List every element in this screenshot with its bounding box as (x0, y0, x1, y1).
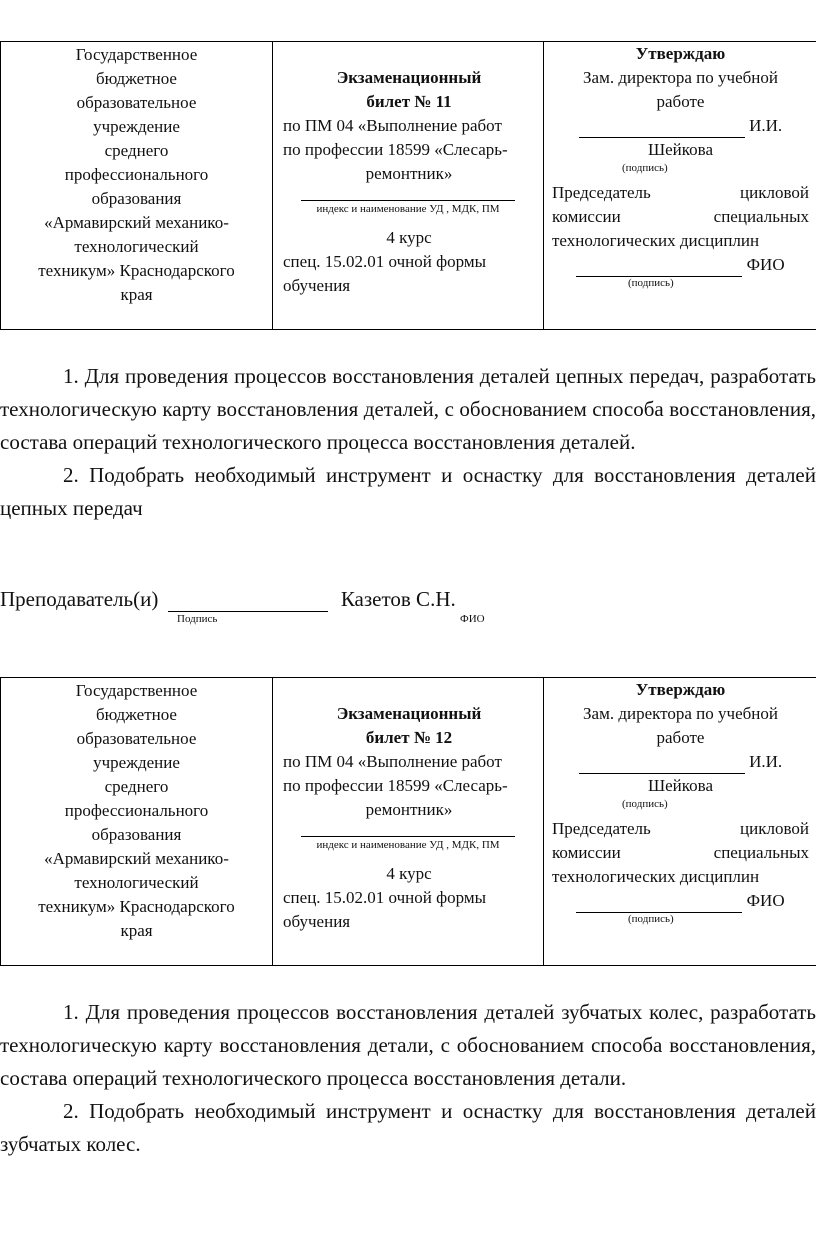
org-line: учреждение (93, 117, 180, 136)
approver-surname: Шейкова (647, 140, 714, 159)
org-line: бюджетное (96, 705, 177, 724)
module-line: ремонтник» (365, 164, 453, 183)
chair-word: Председатель (552, 819, 651, 838)
teacher-sign-caption: Подпись (177, 613, 218, 625)
signature-line (579, 117, 745, 138)
org-line: «Армавирский механико- (44, 849, 229, 868)
org-line: профессионального (64, 165, 209, 184)
signature-line (576, 892, 742, 913)
ticket-11-tasks (0, 360, 816, 525)
module-line: по профессии 18599 «Слесарь- (283, 776, 508, 795)
signature-line (579, 753, 745, 774)
organization-cell (1, 678, 273, 966)
org-line: образования (91, 189, 182, 208)
org-line: образовательное (76, 729, 197, 748)
approve-title: Утверждаю (635, 680, 726, 699)
ticket-number: билет № 12 (365, 728, 453, 747)
signature-caption: (подпись) (628, 913, 674, 925)
index-caption: индекс и наименование УД , МДК, ПМ (301, 200, 515, 216)
org-line: технологический (74, 237, 199, 256)
commission-word: специальных (713, 843, 809, 862)
task-item: 2. Подобрать необходимый инструмент и оснастку для восстановления деталей цепных передач (0, 463, 816, 520)
signature-line (576, 256, 742, 277)
study-form: обучения (283, 912, 351, 931)
commission-word: комиссии (552, 843, 621, 862)
approver-initials: И.И. (749, 116, 783, 135)
org-line: техникум» Краснодарского (38, 897, 235, 916)
module-line: по профессии 18599 «Слесарь- (283, 140, 508, 159)
org-line: края (120, 921, 153, 940)
org-line: профессионального (64, 801, 209, 820)
org-line: техникум» Краснодарского (38, 261, 235, 280)
org-line: образовательное (76, 93, 197, 112)
approval-cell (544, 42, 816, 330)
chair-word: цикловой (740, 819, 809, 838)
study-form: обучения (283, 276, 351, 295)
task-item: 1. Для проведения процессов восстановления деталей зубчатых колес, разработать технологическую карту восстановления детали, с обоснованием способа восстановления, состава операций технологического процесса восстановления детали. (0, 1000, 816, 1090)
teacher-label: Преподаватель(и) (0, 587, 159, 611)
fio-label: ФИО (746, 891, 785, 910)
commission-word: специальных (713, 207, 809, 226)
teacher-name: Казетов С.Н. (340, 587, 456, 611)
org-line: технологический (74, 873, 199, 892)
chair-word: цикловой (740, 183, 809, 202)
signature-caption: (подпись) (622, 162, 668, 174)
signature-caption: (подпись) (628, 277, 674, 289)
organization-cell (1, 42, 273, 330)
index-caption: индекс и наименование УД , МДК, ПМ (301, 836, 515, 852)
ticket-info-cell (273, 678, 544, 966)
teacher-fio-caption: ФИО (460, 613, 485, 625)
org-line: Государственное (75, 45, 198, 64)
ticket-number: билет № 11 (366, 92, 452, 111)
org-line: Государственное (75, 681, 198, 700)
approver-role: работе (656, 728, 705, 747)
approval-cell (544, 678, 816, 966)
approver-role: Зам. директора по учебной (583, 704, 778, 723)
commission-word: комиссии (552, 207, 621, 226)
chair-word: Председатель (552, 183, 651, 202)
specialty: спец. 15.02.01 очной формы (283, 252, 487, 271)
ticket-title: Экзаменационный (336, 68, 482, 87)
ticket-title: Экзаменационный (336, 704, 482, 723)
approver-role: Зам. директора по учебной (583, 68, 778, 87)
ticket-11-header-table (0, 41, 816, 330)
org-line: «Армавирский механико- (44, 213, 229, 232)
org-line: учреждение (93, 753, 180, 772)
approve-title: Утверждаю (635, 44, 726, 63)
approver-role: работе (656, 92, 705, 111)
org-line: образования (91, 825, 182, 844)
course: 4 курс (386, 864, 432, 883)
approver-surname: Шейкова (647, 776, 714, 795)
module-line: ремонтник» (365, 800, 453, 819)
signature-caption: (подпись) (622, 798, 668, 810)
teacher-signature-line (168, 589, 328, 612)
module-line: по ПМ 04 «Выполнение работ (283, 752, 502, 771)
ticket-12-tasks (0, 996, 816, 1161)
module-line: по ПМ 04 «Выполнение работ (283, 116, 502, 135)
org-line: среднего (104, 777, 169, 796)
ticket-12-header-table (0, 677, 816, 966)
approver-initials: И.И. (749, 752, 783, 771)
course: 4 курс (386, 228, 432, 247)
ticket-info-cell (273, 42, 544, 330)
teacher-line (0, 586, 456, 612)
org-line: края (120, 285, 153, 304)
disciplines: технологических дисциплин (552, 231, 760, 250)
task-item: 2. Подобрать необходимый инструмент и оснастку для восстановления деталей зубчатых колес. (0, 1099, 816, 1156)
org-line: бюджетное (96, 69, 177, 88)
specialty: спец. 15.02.01 очной формы (283, 888, 487, 907)
fio-label: ФИО (746, 255, 785, 274)
task-item: 1. Для проведения процессов восстановления деталей цепных передач, разработать технологическую карту восстановления деталей, с обоснованием способа восстановления, состава операций технологического процесса восстановления деталей. (0, 364, 816, 454)
disciplines: технологических дисциплин (552, 867, 760, 886)
org-line: среднего (104, 141, 169, 160)
